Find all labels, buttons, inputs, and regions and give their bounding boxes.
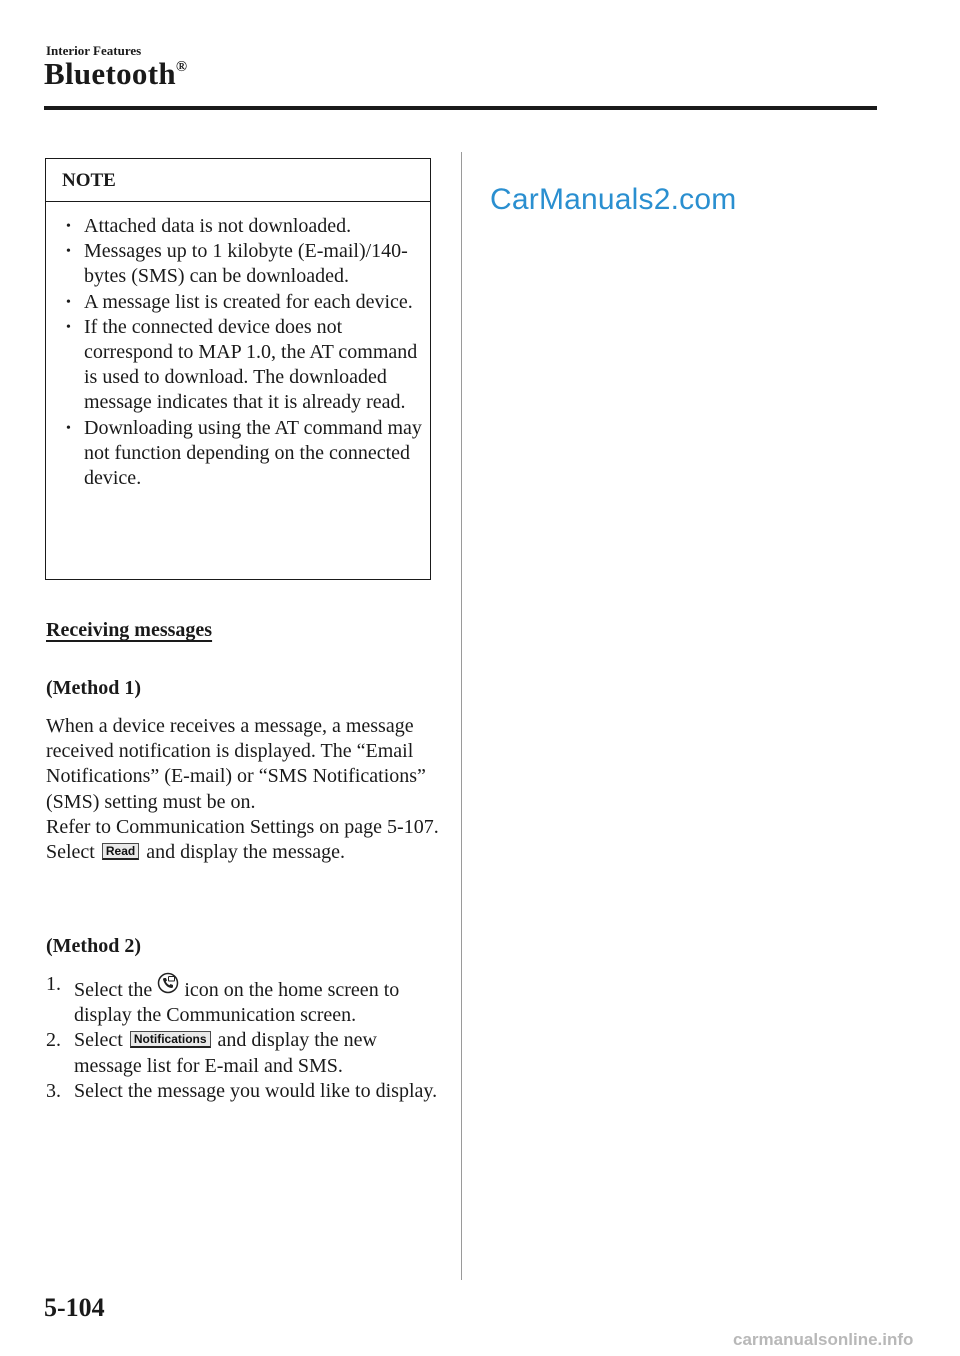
note-item [62, 416, 422, 492]
header-rule [44, 106, 877, 110]
note-item [62, 315, 422, 416]
registered-mark: ® [175, 58, 188, 75]
note-item [62, 239, 422, 289]
step-number: 1. [46, 973, 61, 995]
step-item [46, 1079, 446, 1104]
note-title: NOTE [46, 159, 430, 202]
step-text: Select the [74, 979, 153, 1001]
step-text: and display the new message list for E-mail and SMS. [74, 1029, 377, 1077]
bullet-icon: • [66, 294, 71, 310]
receiving-messages-heading: Receiving messages [46, 619, 213, 641]
method-1-title: (Method 1) [46, 677, 141, 699]
method-1-select [46, 840, 446, 865]
step-text: icon on the home screen to display the Communication screen. [74, 979, 400, 1027]
communication-icon[interactable] [157, 972, 179, 994]
bullet-icon: • [66, 319, 71, 335]
note-item-text: A message list is created for each device. [84, 290, 413, 313]
note-box [45, 158, 431, 580]
bullet-icon: • [66, 244, 71, 260]
note-item-text: Messages up to 1 kilobyte (E-mail)/140-bytes (SMS) can be downloaded. [84, 240, 408, 288]
bullet-icon: • [66, 219, 71, 234]
bullet-icon: • [66, 420, 71, 436]
page-number: 5-104 [44, 1293, 105, 1322]
select-prefix: Select [46, 841, 95, 864]
step-text: Select [74, 1029, 123, 1052]
chapter-title-text: Bluetooth [44, 56, 176, 91]
step-item [46, 1028, 446, 1078]
step-number: 2. [46, 1029, 61, 1052]
method-2-title: (Method 2) [46, 935, 141, 957]
note-item-text: Attached data is not downloaded. [84, 215, 352, 237]
method-2-steps [46, 972, 446, 1104]
watermark-logo: CarManuals2.com [490, 183, 737, 216]
select-suffix: and display the message. [146, 841, 346, 864]
step-item [46, 972, 446, 1028]
method-1-body [46, 714, 446, 865]
column-divider [461, 152, 462, 1280]
method-1-text: When a device receives a message, a message received notification is displayed. The “Email Notifications” (E-mail) or “SMS Notifications” (SMS) setting must be on. [46, 715, 426, 813]
note-item [62, 214, 422, 239]
note-item [62, 290, 422, 315]
step-number: 3. [46, 1079, 61, 1102]
method-1-reference: Refer to Communication Settings on page 5-107. [46, 815, 439, 838]
note-item-text: If the connected device does not correspond to MAP 1.0, the AT command is used to download. The downloaded message indicates that it is already read. [84, 315, 418, 414]
note-list [46, 202, 430, 491]
notifications-button[interactable]: Notifications [130, 1031, 211, 1048]
read-button[interactable]: Read [102, 843, 139, 860]
footer-watermark: carmanualsonline.info [733, 1330, 914, 1349]
step-text: Select the message you would like to display. [74, 1079, 438, 1102]
note-item-text: Downloading using the AT command may not function depending on the connected device. [84, 416, 422, 490]
chapter-title [44, 56, 187, 92]
section-label: Interior Features [46, 43, 142, 58]
